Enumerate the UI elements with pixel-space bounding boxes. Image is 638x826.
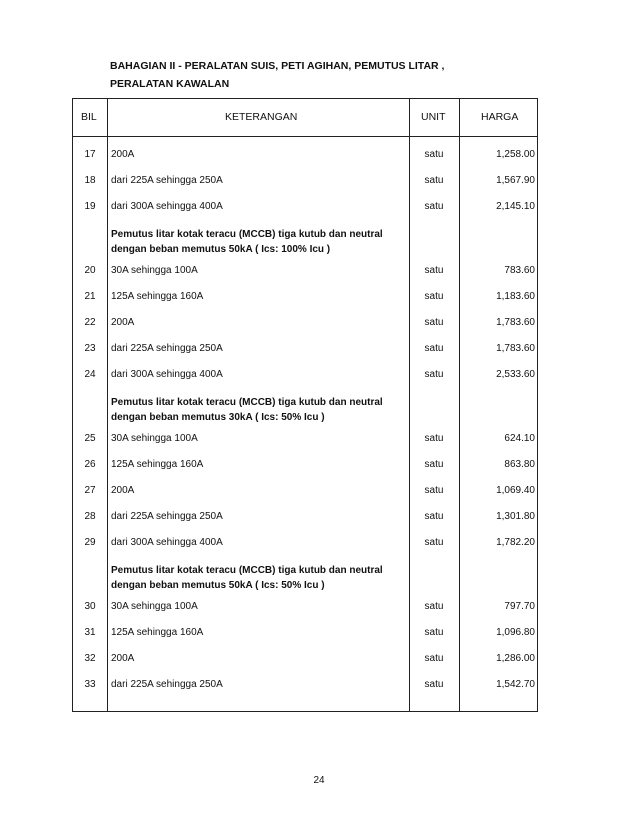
- table-row: [73, 361, 537, 387]
- header-unit: UNIT: [421, 111, 446, 123]
- row-keterangan: 200A: [111, 653, 135, 664]
- row-harga: 1,783.60: [496, 317, 535, 328]
- row-bil: 18: [84, 175, 96, 186]
- row-unit: satu: [424, 485, 444, 496]
- row-keterangan: 125A sehingga 160A: [111, 291, 204, 302]
- row-unit: satu: [424, 679, 444, 690]
- row-harga: 2,145.10: [496, 201, 535, 212]
- row-unit: satu: [424, 343, 444, 354]
- row-harga: 1,567.90: [496, 175, 535, 186]
- row-bil: 28: [84, 511, 96, 522]
- row-bil: 27: [84, 485, 96, 496]
- row-unit: satu: [424, 175, 444, 186]
- row-unit: satu: [424, 653, 444, 664]
- row-keterangan: 125A sehingga 160A: [111, 627, 204, 638]
- row-bil: 25: [84, 433, 96, 444]
- table-row: [73, 503, 537, 529]
- row-unit: satu: [424, 627, 444, 638]
- row-harga: 863.80: [504, 459, 535, 470]
- row-unit: satu: [424, 537, 444, 548]
- row-keterangan: dari 225A sehingga 250A: [111, 679, 223, 690]
- row-bil: 24: [84, 369, 96, 380]
- table-row: [73, 593, 537, 619]
- table-row: [73, 619, 537, 645]
- row-bil: 26: [84, 459, 96, 470]
- row-keterangan: 200A: [111, 317, 135, 328]
- row-harga: 783.60: [504, 265, 535, 276]
- row-keterangan: dari 225A sehingga 250A: [111, 343, 223, 354]
- row-unit: satu: [424, 511, 444, 522]
- row-harga: 1,782.20: [496, 537, 535, 548]
- header-harga: HARGA: [481, 111, 519, 123]
- row-unit: satu: [424, 201, 444, 212]
- row-bil: 19: [84, 201, 96, 212]
- table-row: [73, 167, 537, 193]
- row-bil: 22: [84, 317, 96, 328]
- row-unit: satu: [424, 433, 444, 444]
- row-keterangan: dari 300A sehingga 400A: [111, 201, 223, 212]
- row-harga: 1,301.80: [496, 511, 535, 522]
- row-keterangan: dari 300A sehingga 400A: [111, 369, 223, 380]
- row-harga: 1,542.70: [496, 679, 535, 690]
- row-unit: satu: [424, 317, 444, 328]
- section-title-line: Pemutus litar kotak teracu (MCCB) tiga kutub dan neutral: [111, 397, 383, 408]
- row-harga: 2,533.60: [496, 369, 535, 380]
- heading-line-1: BAHAGIAN II - PERALATAN SUIS, PETI AGIHAN, PEMUTUS LITAR ,: [110, 60, 445, 72]
- row-keterangan: 200A: [111, 485, 135, 496]
- table-row: [73, 193, 537, 219]
- row-keterangan: 200A: [111, 149, 135, 160]
- row-unit: satu: [424, 369, 444, 380]
- row-keterangan: 30A sehingga 100A: [111, 433, 198, 444]
- section-title: [111, 227, 411, 257]
- table-row: [73, 257, 537, 283]
- header-keterangan: KETERANGAN: [225, 111, 298, 123]
- row-bil: 32: [84, 653, 96, 664]
- row-unit: satu: [424, 459, 444, 470]
- table-row: [73, 425, 537, 451]
- row-harga: 1,783.60: [496, 343, 535, 354]
- row-bil: 17: [84, 149, 96, 160]
- row-bil: 30: [84, 601, 96, 612]
- row-keterangan: 30A sehingga 100A: [111, 265, 198, 276]
- table-row: [73, 529, 537, 555]
- section-title: [111, 395, 411, 425]
- page-number: 24: [313, 775, 325, 786]
- row-bil: 29: [84, 537, 96, 548]
- table-header-row: [73, 99, 537, 137]
- price-table: [72, 98, 538, 712]
- table-row: [73, 141, 537, 167]
- row-unit: satu: [424, 265, 444, 276]
- row-harga: 624.10: [504, 433, 535, 444]
- table-row: [73, 451, 537, 477]
- row-bil: 20: [84, 265, 96, 276]
- section-title-line: Pemutus litar kotak teracu (MCCB) tiga kutub dan neutral: [111, 229, 383, 240]
- section-title-line: dengan beban memutus 50kA ( Ics: 100% Icu ): [111, 244, 331, 255]
- table-row: [73, 645, 537, 671]
- row-harga: 1,286.00: [496, 653, 535, 664]
- table-row: [73, 309, 537, 335]
- table-row: [73, 477, 537, 503]
- row-keterangan: 30A sehingga 100A: [111, 601, 198, 612]
- row-bil: 31: [84, 627, 96, 638]
- row-unit: satu: [424, 291, 444, 302]
- heading-line-2: PERALATAN KAWALAN: [110, 78, 230, 90]
- row-keterangan: dari 225A sehingga 250A: [111, 175, 223, 186]
- section-title-line: dengan beban memutus 50kA ( Ics: 50% Icu ): [111, 580, 325, 591]
- table-row: [73, 671, 537, 697]
- row-keterangan: 125A sehingga 160A: [111, 459, 204, 470]
- table-row: [73, 283, 537, 309]
- section-heading: [110, 57, 530, 93]
- row-keterangan: dari 300A sehingga 400A: [111, 537, 223, 548]
- row-bil: 23: [84, 343, 96, 354]
- section-title-line: dengan beban memutus 30kA ( Ics: 50% Icu ): [111, 412, 325, 423]
- row-harga: 1,258.00: [496, 149, 535, 160]
- row-harga: 797.70: [504, 601, 535, 612]
- row-unit: satu: [424, 601, 444, 612]
- section-title-line: Pemutus litar kotak teracu (MCCB) tiga kutub dan neutral: [111, 565, 383, 576]
- table-row: [73, 335, 537, 361]
- row-bil: 21: [84, 291, 96, 302]
- row-keterangan: dari 225A sehingga 250A: [111, 511, 223, 522]
- section-title: [111, 563, 411, 593]
- row-harga: 1,183.60: [496, 291, 535, 302]
- row-harga: 1,096.80: [496, 627, 535, 638]
- row-unit: satu: [424, 149, 444, 160]
- header-bil: BIL: [81, 111, 97, 123]
- row-harga: 1,069.40: [496, 485, 535, 496]
- row-bil: 33: [84, 679, 96, 690]
